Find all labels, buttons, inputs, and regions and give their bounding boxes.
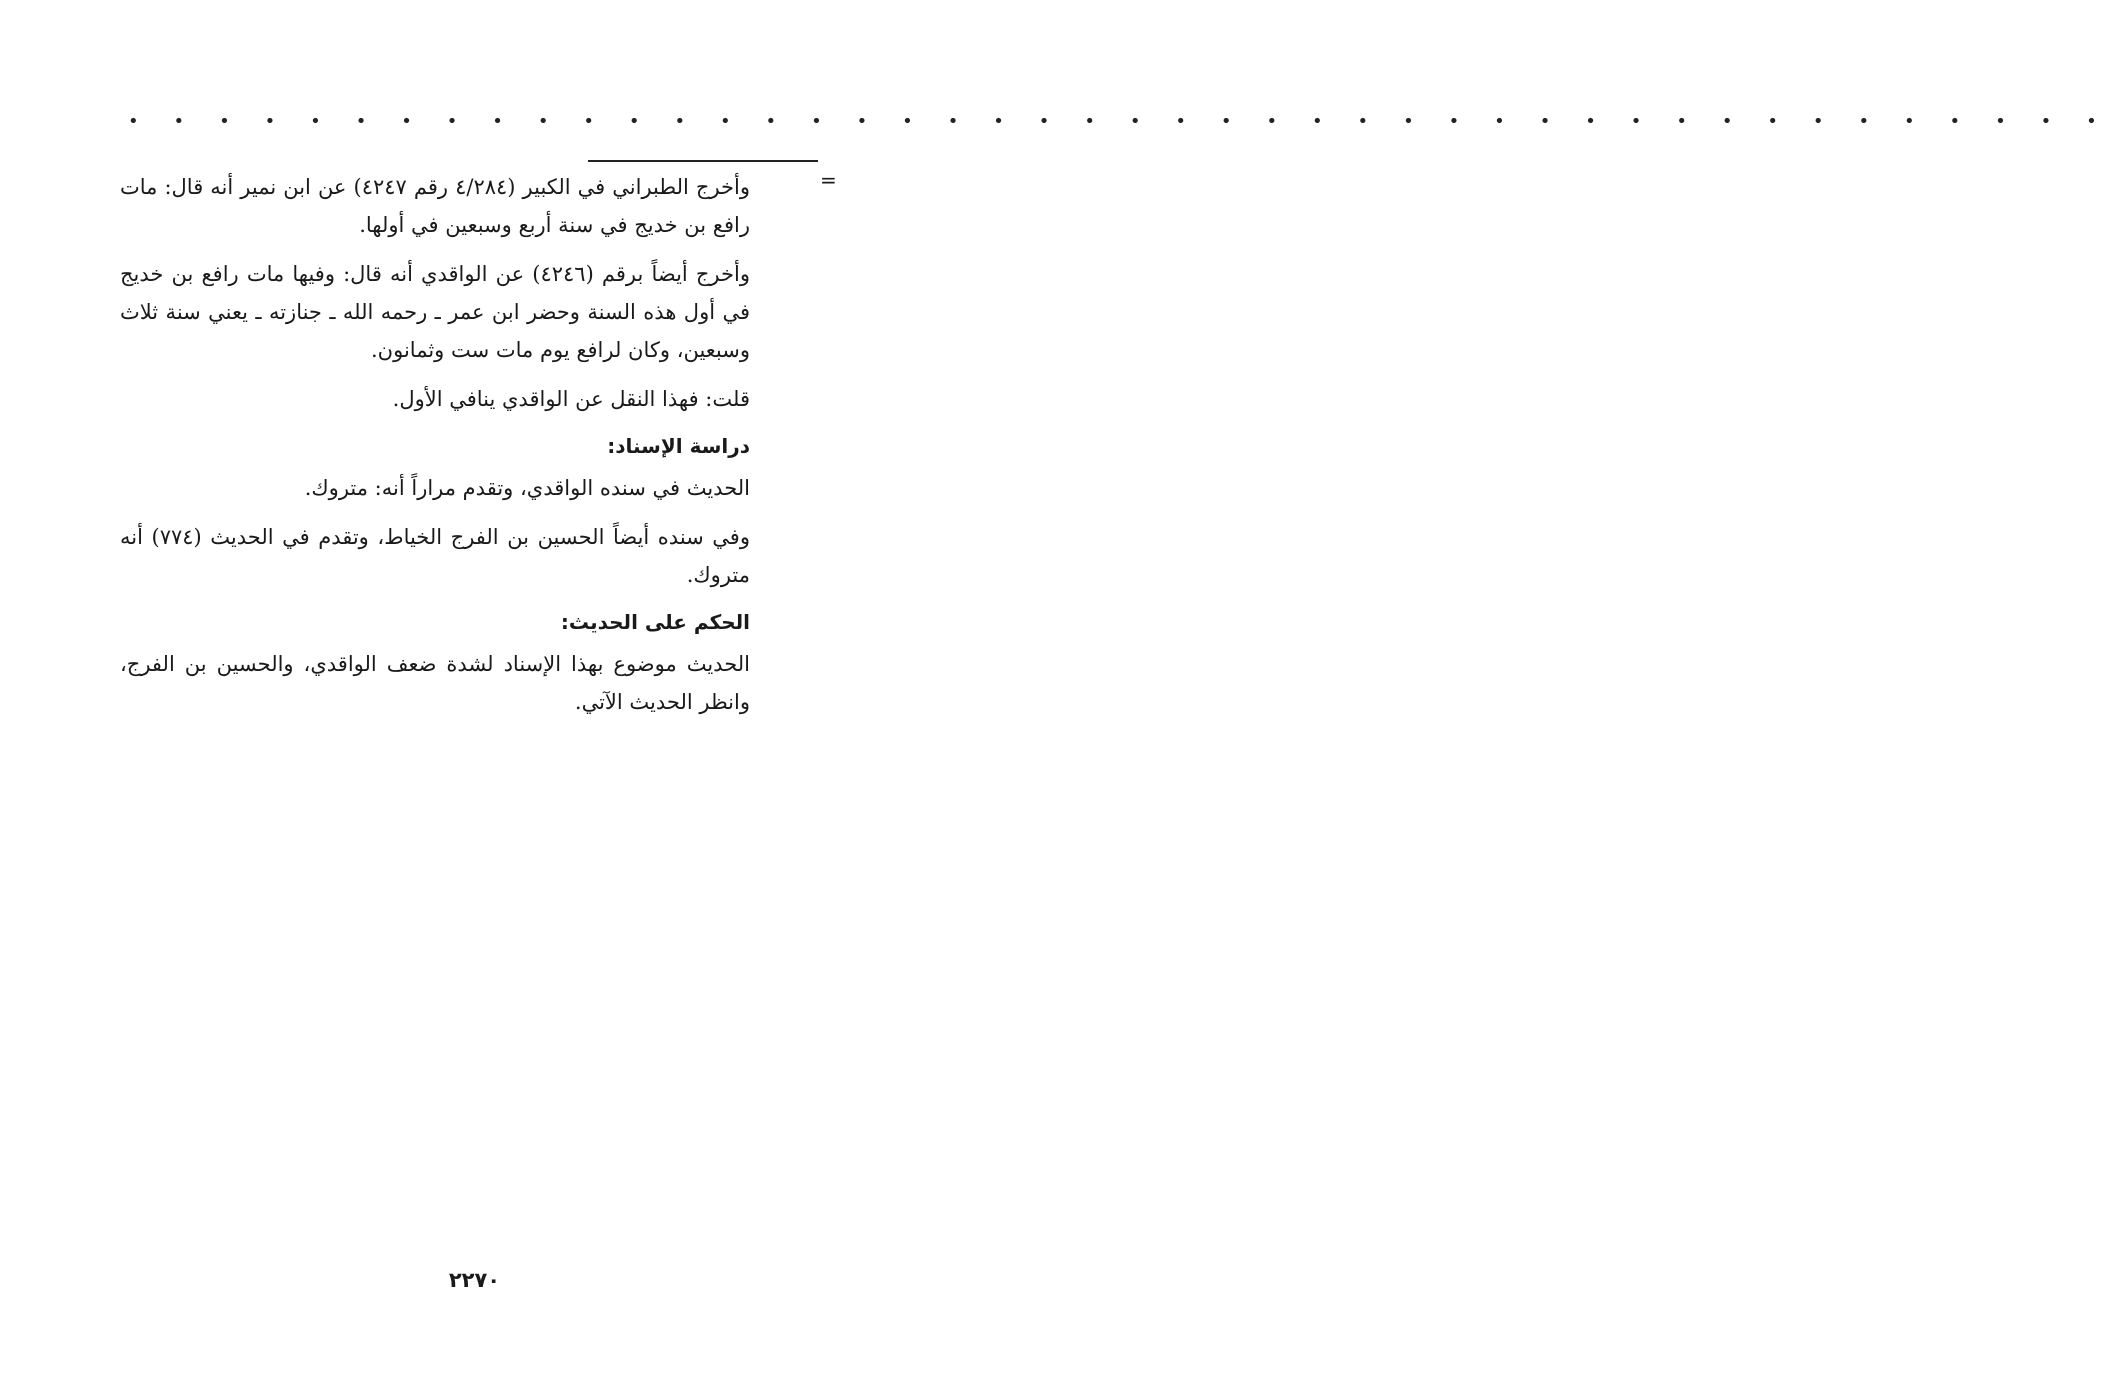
paragraph-ruling: الحديث موضوع بهذا الإسناد لشدة ضعف الواقدي، والحسين بن الفرج، وانظر الحديث الآتي. [120,652,750,714]
main-text [120,168,750,732]
dotted-separator: • • • • • • • • • • • • • • • • • • • • • • • • • • • • • • • • • • • • • • • • • • • • [128,111,2111,132]
heading-hadith-ruling: الحكم على الحديث: [560,610,750,634]
paragraph-comment: قلت: فهذا النقل عن الواقدي ينافي الأول. [392,387,750,411]
paragraph-tabarani-waqidi: وأخرج أيضاً برقم (٤٢٤٦) عن الواقدي أنه قال: وفيها مات رافع بن خديج في أول هذه السنة وحضر ابن عمر ـ رحمه الله ـ جنازته ـ يعني سنة ثلاث وسبعين، وكان لرافع يوم مات ست وثمانون. [120,262,750,362]
paragraph-isnad-waqidi: الحديث في سنده الواقدي، وتقدم مراراً أنه: متروك. [304,476,750,500]
heading-isnad-study: دراسة الإسناد: [607,434,750,458]
page-number: ٢٢٧٠ [448,1268,501,1292]
paragraph-tabarani-kabir: وأخرج الطبراني في الكبير (٤/٢٨٤ رقم ٤٢٤٧) عن ابن نمير أنه قال: مات رافع بن خديج في سنة أربع وسبعين في أولها. [120,175,750,237]
paragraph-isnad-husain: وفي سنده أيضاً الحسين بن الفرج الخياط، وتقدم في الحديث (٧٧٤) أنه متروك. [120,525,750,587]
footnote-rule [588,160,818,162]
continuation-mark: = [820,168,837,192]
